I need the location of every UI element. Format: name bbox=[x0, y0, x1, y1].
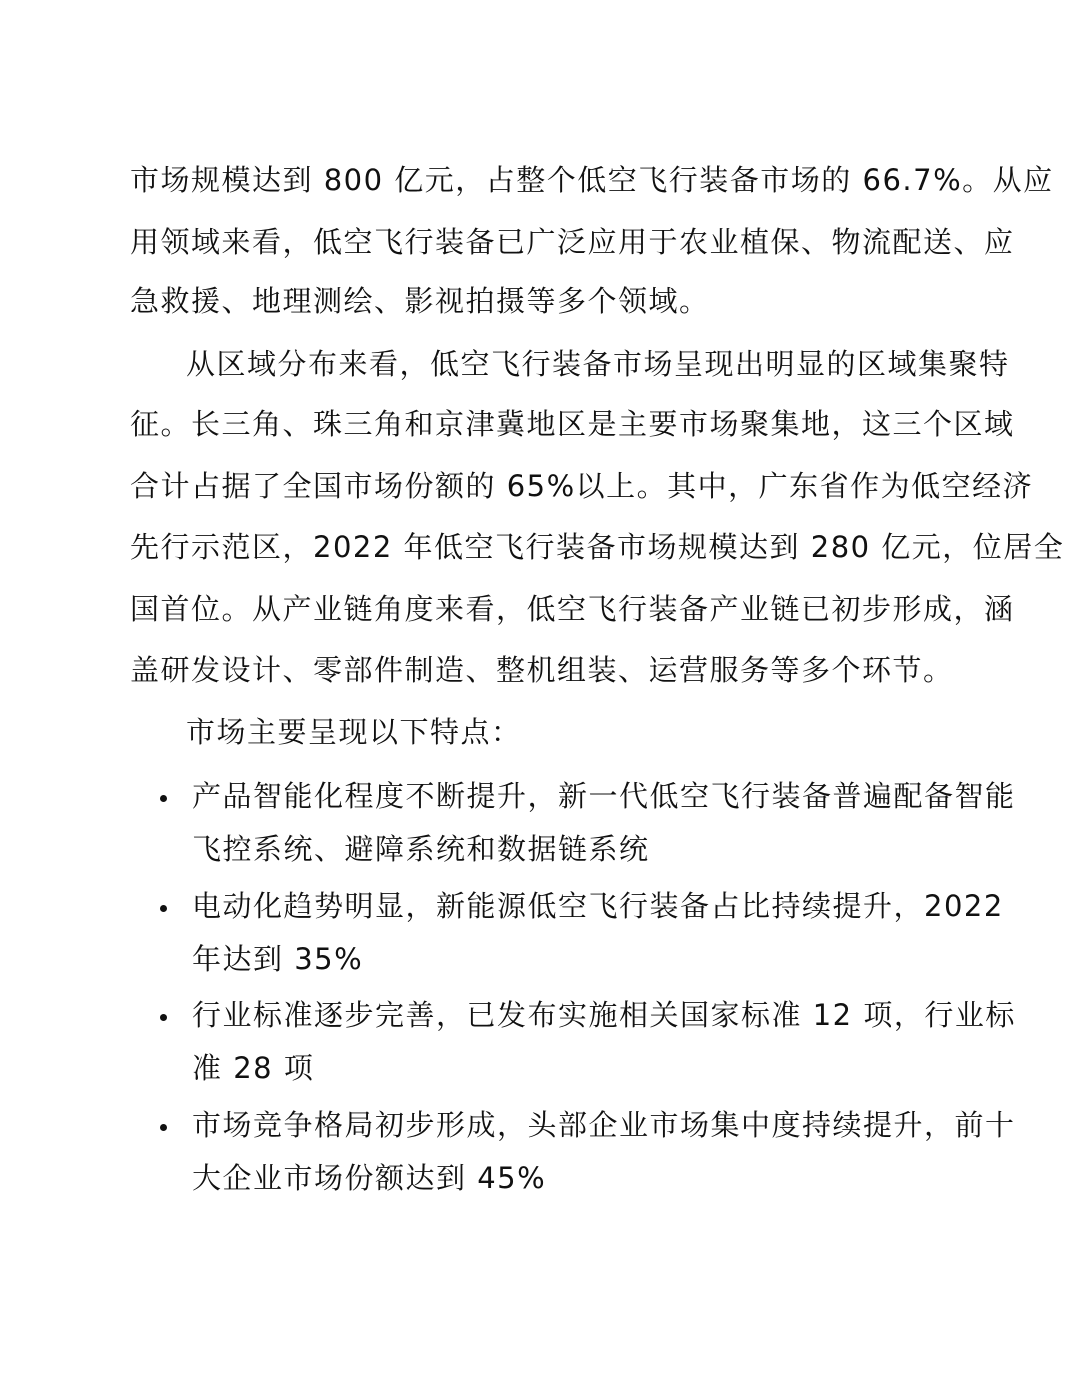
bullet-1-line-1: 产品智能化程度不断提升，新一代低空飞行装备普遍配备智能 bbox=[192, 779, 1016, 813]
paragraph-2-line-2: 征。长三角、珠三角和京津冀地区是主要市场聚集地，这三个区域 bbox=[130, 407, 1015, 441]
paragraph-2-line-3: 合计占据了全国市场份额的 65%以上。其中，广东省作为低空经济 bbox=[130, 469, 1034, 503]
paragraph-1-line-3: 急救援、地理测绘、影视拍摄等多个领域。 bbox=[130, 284, 710, 318]
bullet-2-line-2: 年达到 35% bbox=[192, 942, 364, 976]
paragraph-1-line-1: 市场规模达到 800 亿元，占整个低空飞行装备市场的 66.7%。从应 bbox=[130, 163, 1054, 197]
bullet-icon bbox=[160, 905, 167, 912]
bullet-icon bbox=[160, 795, 167, 802]
paragraph-1-line-2: 用领域来看，低空飞行装备已广泛应用于农业植保、物流配送、应 bbox=[130, 225, 1015, 259]
bullet-3-line-2: 准 28 项 bbox=[192, 1051, 315, 1085]
bullet-icon bbox=[160, 1014, 167, 1021]
list-intro: 市场主要呈现以下特点： bbox=[186, 715, 522, 749]
bullet-2-line-1: 电动化趋势明显，新能源低空飞行装备占比持续提升，2022 bbox=[192, 889, 1004, 923]
bullet-3-line-1: 行业标准逐步完善，已发布实施相关国家标准 12 项，行业标 bbox=[192, 998, 1016, 1032]
paragraph-2-line-4: 先行示范区，2022 年低空飞行装备市场规模达到 280 亿元，位居全 bbox=[130, 530, 1065, 564]
paragraph-2-line-6: 盖研发设计、零部件制造、整机组装、运营服务等多个环节。 bbox=[130, 653, 954, 687]
paragraph-2-line-1: 从区域分布来看，低空飞行装备市场呈现出明显的区域集聚特 bbox=[186, 347, 1010, 381]
bullet-1-line-2: 飞控系统、避障系统和数据链系统 bbox=[192, 832, 650, 866]
bullet-4-line-2: 大企业市场份额达到 45% bbox=[192, 1161, 547, 1195]
bullet-4-line-1: 市场竞争格局初步形成，头部企业市场集中度持续提升，前十 bbox=[192, 1108, 1016, 1142]
paragraph-2-line-5: 国首位。从产业链角度来看，低空飞行装备产业链已初步形成，涵 bbox=[130, 592, 1015, 626]
bullet-icon bbox=[160, 1124, 167, 1131]
